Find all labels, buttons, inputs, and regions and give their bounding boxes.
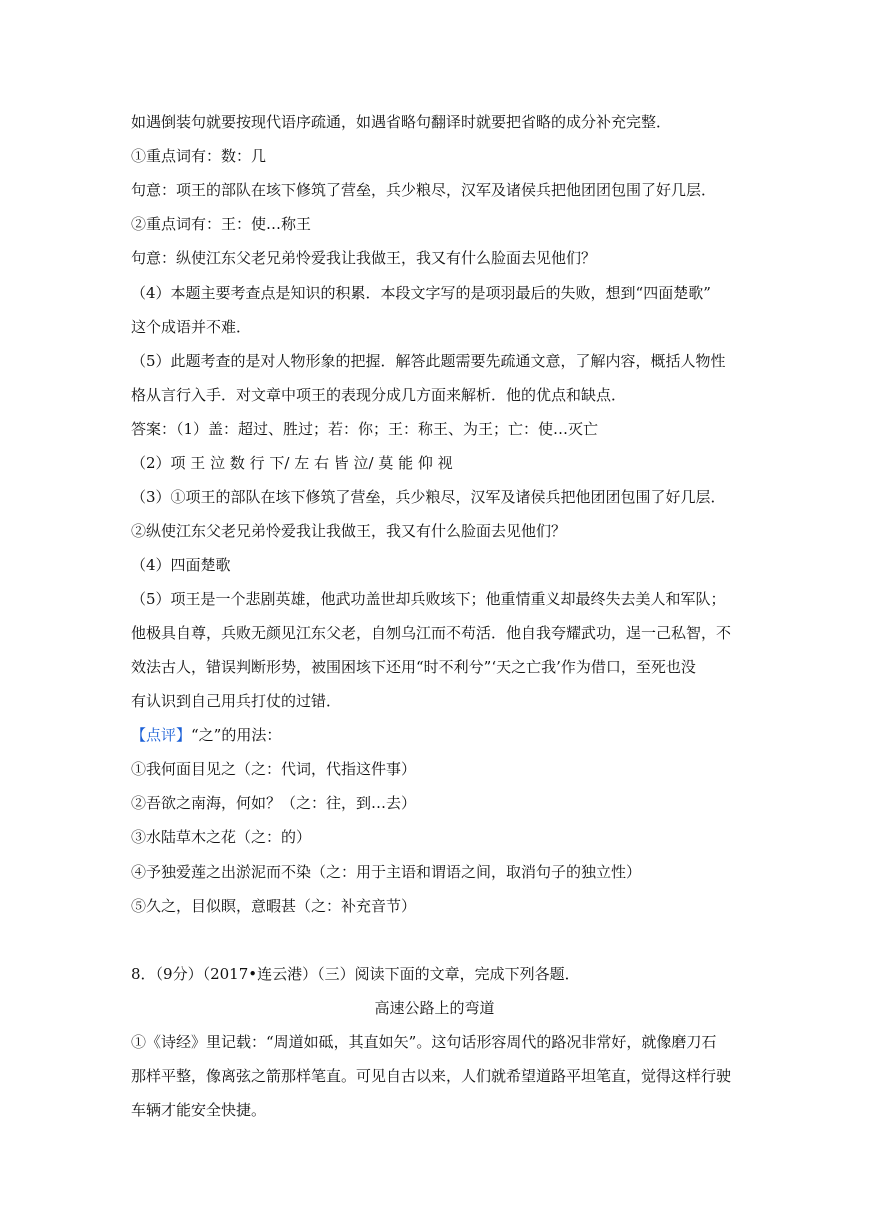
text-line: （5）此题考查的是对人物形象的把握．解答此题需要先疏通文意，了解内容，概括人物性 [131,352,726,370]
text-line: （4）本题主要考查点是知识的积累．本段文字写的是项羽最后的失败，想到“四面楚歌” [131,284,711,302]
zhi-example: ②吾欲之南海，何如？（之：往，到…去） [131,794,417,812]
article-title: 高速公路上的弯道 [374,999,495,1017]
comment-heading [131,725,741,745]
question-header: 8．（9分）（2017•连云港）（三）阅读下面的文章，完成下列各题． [131,965,580,983]
zhi-example: ③水陆草木之花（之：的） [131,828,312,846]
answer-line: （4）四面楚歌 [131,556,231,574]
zhi-example: ④予独爱莲之出淤泥而不染（之：用于主语和谓语之间，取消句子的独立性） [131,863,642,881]
text-line: 格从言行入手．对文章中项王的表现分成几方面来解析．他的优点和缺点． [131,386,627,404]
text-line: 句意：项王的部队在垓下修筑了营垒，兵少粮尽，汉军及诸侯兵把他团团包围了好几层． [131,181,717,199]
text-line: 如遇倒装句就要按现代语序疏通，如遇省略句翻译时就要把省略的成分补充完整． [131,113,672,131]
answer-line: 有认识到自己用兵打仗的过错． [131,692,342,710]
zhi-example: ①我何面目见之（之：代词，代指这件事） [131,760,417,778]
article-line: ①《诗经》里记载：“周道如砥，其直如矢”。这句话形容周代的路况非常好，就像磨刀石 [131,1033,717,1051]
answer-line: （2）项 王 泣 数 行 下/ 左 右 皆 泣/ 莫 能 仰 视 [131,454,453,472]
text-line: ②重点词有：王：使…称王 [131,215,312,233]
comment-text: “之”的用法： [191,726,282,744]
answer-line: （3）①项王的部队在垓下修筑了营垒，兵少粮尽，汉军及诸侯兵把他团团包围了好几层． [131,488,726,506]
comment-tag: 【点评】 [131,726,192,744]
answer-line: 答案：（1）盖：超过、胜过；若：你；王：称王、为王；亡：使…灭亡 [131,420,599,438]
text-line: 句意：纵使江东父老兄弟怜爱我让我做王，我又有什么脸面去见他们？ [131,249,597,267]
answer-line: ②纵使江东父老兄弟怜爱我让我做王，我又有什么脸面去见他们？ [131,522,567,540]
article-line: 车辆才能安全快捷。 [131,1101,267,1119]
article-line: 那样平整，像离弦之箭那样笔直。可见自古以来，人们就希望道路平坦笔直，觉得这样行驶 [131,1067,732,1085]
text-line: 这个成语并不难． [131,318,252,336]
answer-line: （5）项王是一个悲剧英雄，他武功盖世却兵败垓下；他重情重义却最终失去美人和军队； [131,590,726,608]
zhi-example: ⑤久之，目似瞑，意暇甚（之：补充音节） [131,897,417,915]
text-line: ①重点词有：数：几 [131,147,267,165]
answer-line: 效法古人，错误判断形势，被围困垓下还用“时不利兮”‘天之亡我’作为借口，至死也没 [131,658,696,676]
answer-line: 他极具自尊，兵败无颜见江东父老，自刎乌江而不苟活．他自我夸耀武功，逞一己私智，不 [131,624,732,642]
